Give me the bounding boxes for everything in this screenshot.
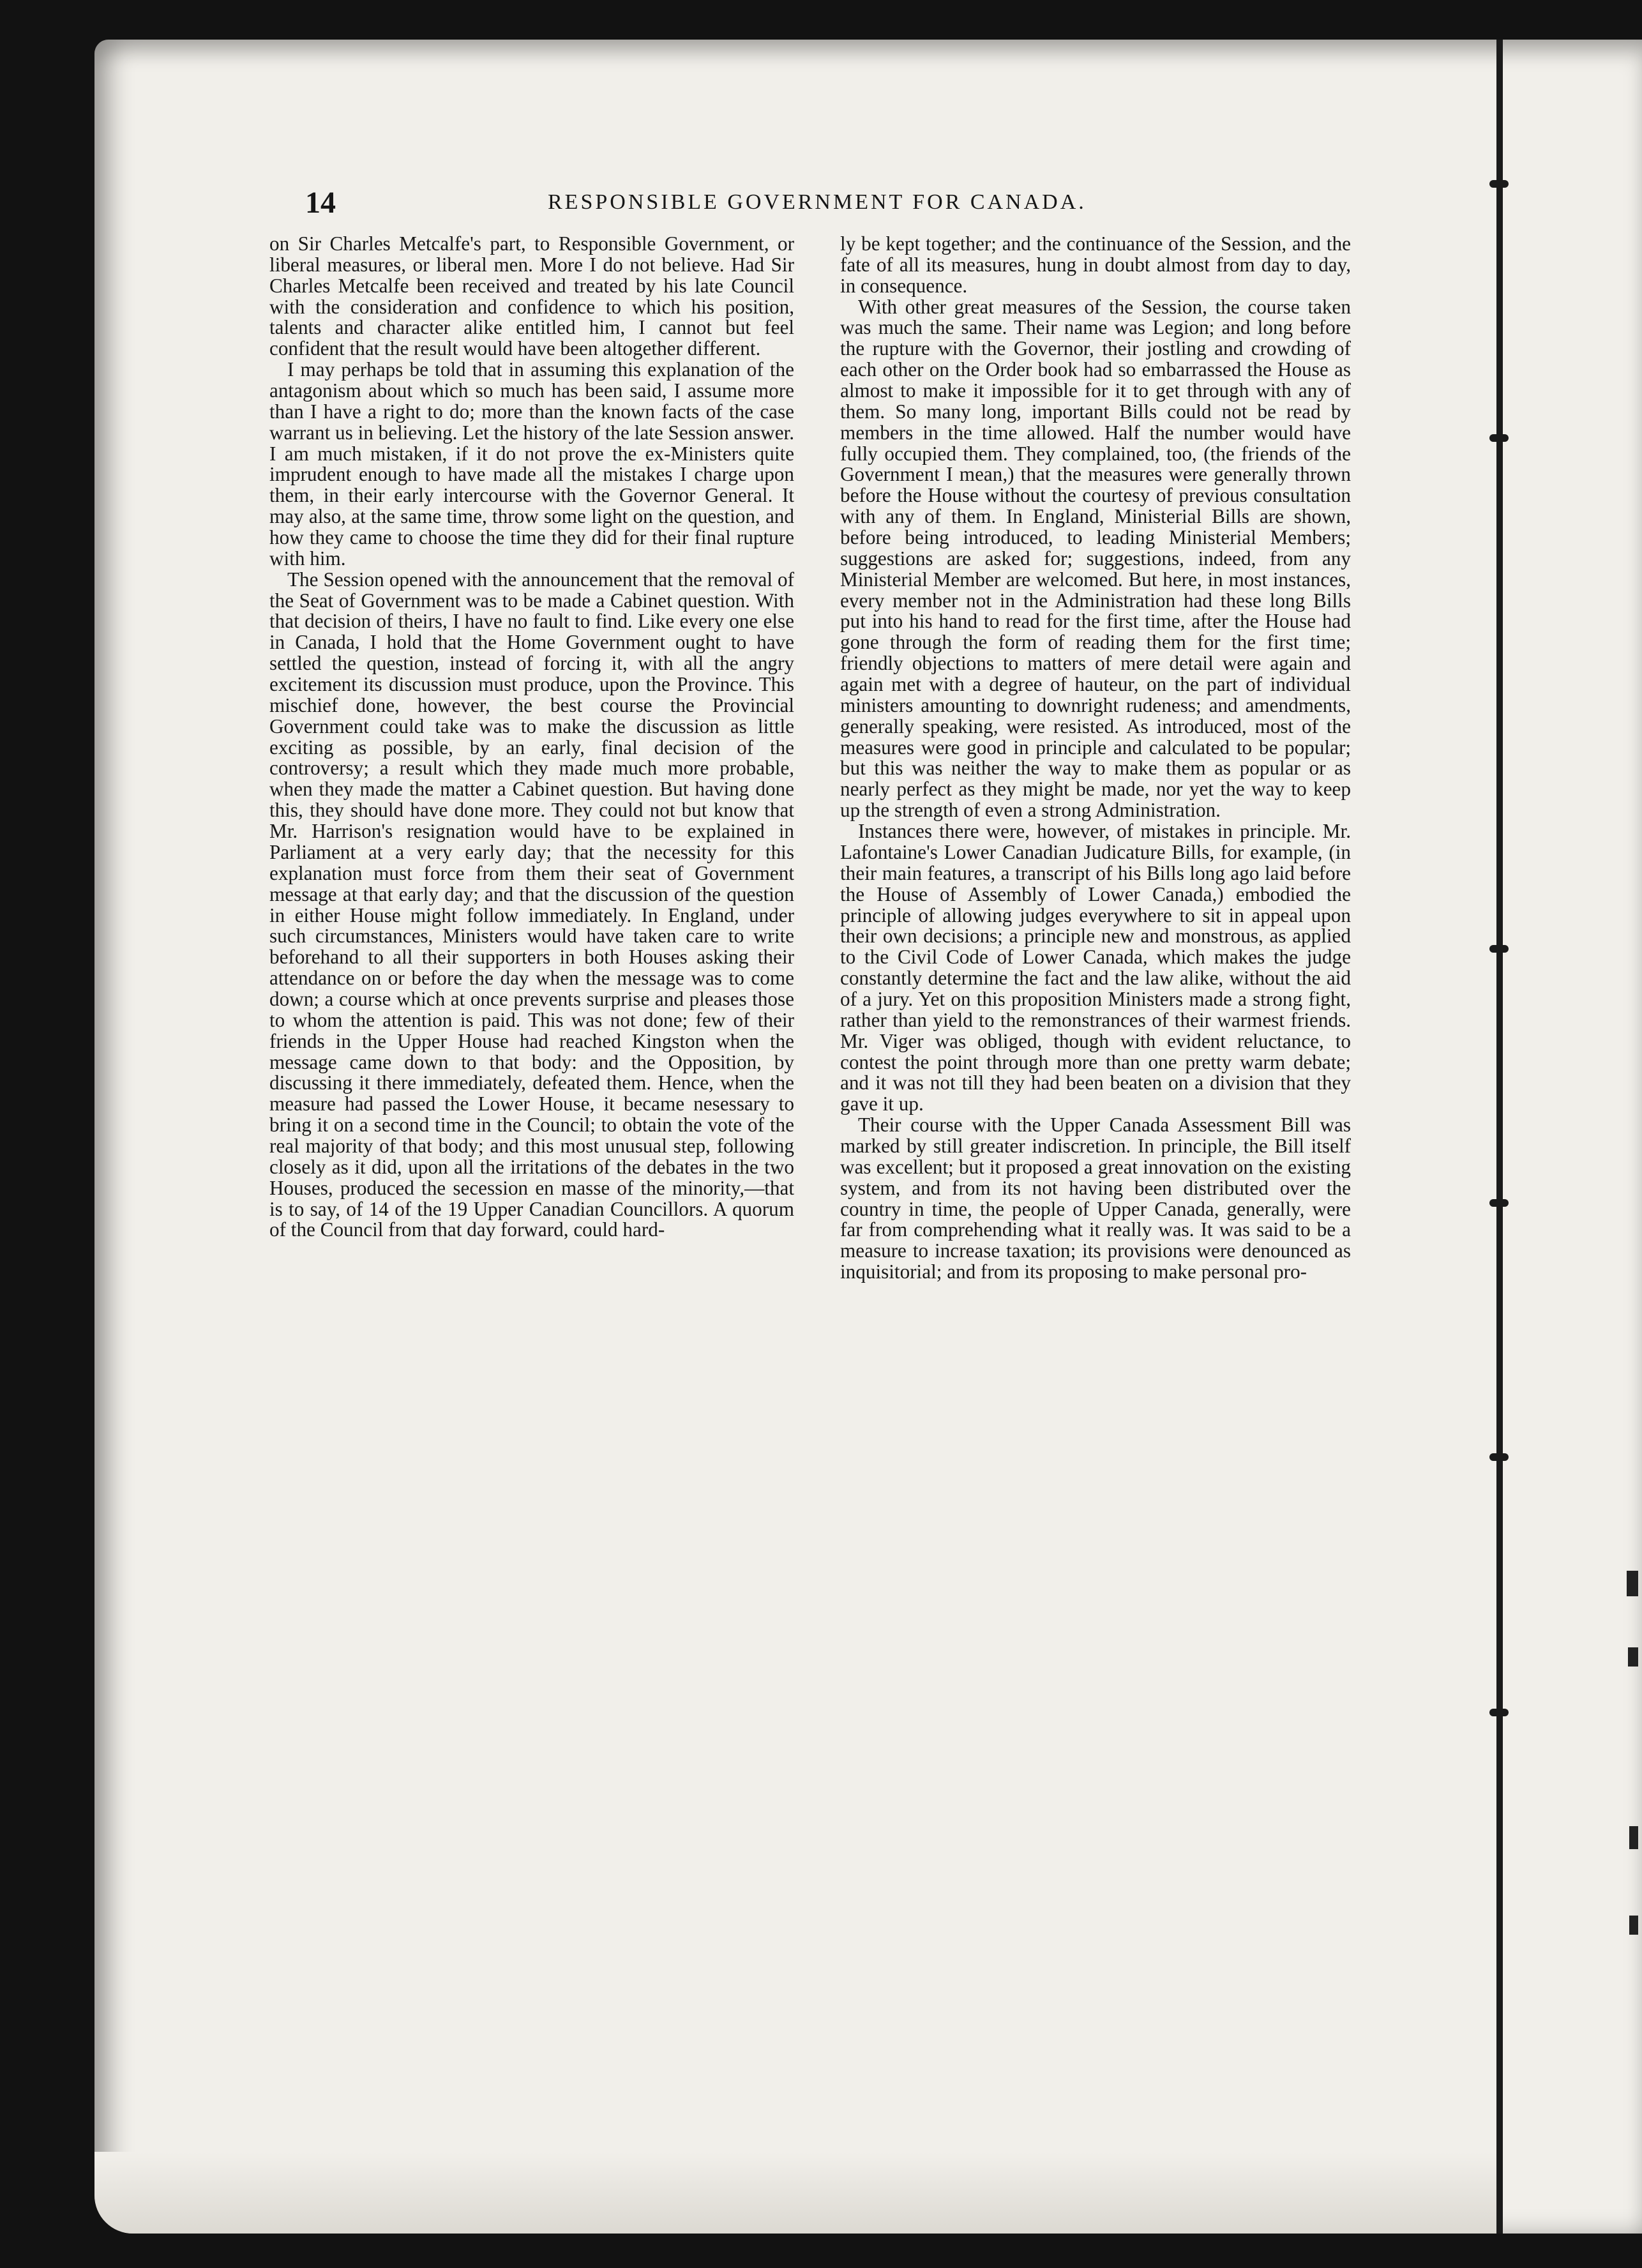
paragraph: ly be kept together; and the continuance of the Session, and the fate of all its measures, hung in doubt almost from day to day, in consequence. (840, 232, 1351, 297)
spine-mark (1489, 945, 1509, 953)
adjacent-page-mark (1629, 1826, 1638, 1849)
adjacent-page-mark (1627, 1571, 1638, 1596)
page-number: 14 (305, 186, 336, 220)
binding-spine (1496, 40, 1503, 2234)
spine-mark (1489, 434, 1509, 442)
spine-mark (1489, 1709, 1509, 1716)
running-title: RESPONSIBLE GOVERNMENT FOR CANADA. (548, 190, 1087, 214)
adjacent-page-mark (1628, 1647, 1638, 1667)
paragraph: With other great measures of the Session, the course taken was much the same. Their name was Legion; and long before the rupture with the Governor, their jostling and crowding of each other on the Order book had so embarrassed the House as almost to make it impossible for it to get through with any of them. So many long, important Bills could not be read by members in the time allowed. Half the number would have fully occupied them. They complained, too, (the friends of the Government I mean,) that the measures were generally thrown before the House without the courtesy of previous consultation with any of them. In England, Ministerial Bills are shown, before being introduced, to leading Ministerial Members; suggestions are asked for; suggestions, indeed, from any Ministerial Member are welcomed. But here, in most instances, every member not in the Administration had these long Bills put into his hand to read for the first time, after the House had gone through the form of reading them for the first time; friendly objections to matters of mere detail were again and again met with a degree of hauteur, on the part of individual ministers amounting to downright rudeness; and amendments, generally speaking, were resisted. As introduced, most of the measures were good in principle and calculated to be popular; but this was neither the way to make them as popular or as nearly perfect as they might be made, nor yet the way to keep up the strength of even a strong Administration. (840, 295, 1351, 822)
adjacent-page-mark (1629, 1916, 1638, 1935)
spine-mark (1489, 1453, 1509, 1461)
spine-mark (1489, 180, 1509, 188)
paragraph: The Session opened with the announcement that the removal of the Seat of Government was to be made a Cabinet question. With that decision of theirs, I have no fault to find. Like every one else in Canada, I hold that the Home Government ought to have settled the question, instead of forcing it, with all the angry excitement its discussion must produce, upon the Province. This mischief done, however, the best course the Provincial Government could take was to make the discussion as little exciting as possible, by an early, final decision of the controversy; a result which they made much more probable, when they made the matter a Cabinet question. But having done this, they should have done more. They could not but know that Mr. Harrison's resignation would have to be explained in Parliament at a very early day; that the necessity for this explanation must force from them their seat of Government message at that early day; and that the discussion of the question in either House might follow immediately. In England, under such circumstances, Ministers would have taken care to write beforehand to all their supporters in both Houses asking their attendance on or before the day when the message was to come down; a course which at once prevents surprise and pleases those to whom the attention is paid. This was not done; few of their friends in the Upper House had reached Kingston when the message came down to that body: and the Opposition, by discussing it there immediately, defeated them. Hence, when the measure had passed the Lower House, it became nesessary to bring it on a second time in the Council; to obtain the vote of the real majority of that body; and this most unusual step, following closely as it did, upon all the irritations of the debates in the two Houses, produced the secession en masse of the minority,—that is to say, of 14 of the 19 Upper Canadian Councillors. A quorum of the Council from that day forward, could hard- (269, 568, 794, 1241)
left-text-column (269, 234, 794, 1241)
paragraph: Their course with the Upper Canada Assessment Bill was marked by still greater indiscretion. In principle, the Bill itself was excellent; but it proposed a great innovation on the existing system, and from its not having been distributed over the country in time, the people of Upper Canada, generally, were far from comprehending what it really was. It was said to be a measure to increase taxation; its provisions were denounced as inquisitorial; and from its proposing to make personal pro- (840, 1114, 1351, 1283)
spine-mark (1489, 1199, 1509, 1207)
page-bottom-shading (94, 2152, 1496, 2234)
paragraph: on Sir Charles Metcalfe's part, to Responsible Government, or liberal measures, or liberal men. More I do not believe. Had Sir Charles Metcalfe been received and treated by his late Council with the consideration and confidence to which his position, talents and character alike entitled him, I cannot but feel confident that the result would have been altogether different. (269, 232, 794, 360)
paragraph: I may perhaps be told that in assuming this explanation of the antagonism about which so much has been said, I assume more than I have a right to do; more than the known facts of the case warrant us in believing. Let the history of the late Session answer. I am much mistaken, if it do not prove the ex-Ministers quite imprudent enough to have made all the mistakes I charge upon them, in their early intercourse with the Governor General. It may also, at the same time, throw some light on the question, and how they came to choose the time they did for their final rupture with him. (269, 358, 794, 570)
right-text-column (840, 234, 1351, 1283)
page-header (305, 185, 1126, 223)
paragraph: Instances there were, however, of mistakes in principle. Mr. Lafontaine's Lower Canadian Judicature Bills, for example, (in their main features, a transcript of his Bills long ago laid before the House of Assembly of Lower Canada,) embodied the principle of allowing judges everywhere to sit in appeal upon their own decisions; a principle new and monstrous, as applied to the Civil Code of Lower Canada, which makes the judge constantly determine the fact and the law alike, without the aid of a jury. Yet on this proposition Ministers made a strong fight, rather than yield to the remonstrances of their warmest friends. Mr. Viger was obliged, though with evident reluctance, to contest the point through more than one pretty warm debate; and it was not till they had been beaten on a division that they gave it up. (840, 820, 1351, 1115)
